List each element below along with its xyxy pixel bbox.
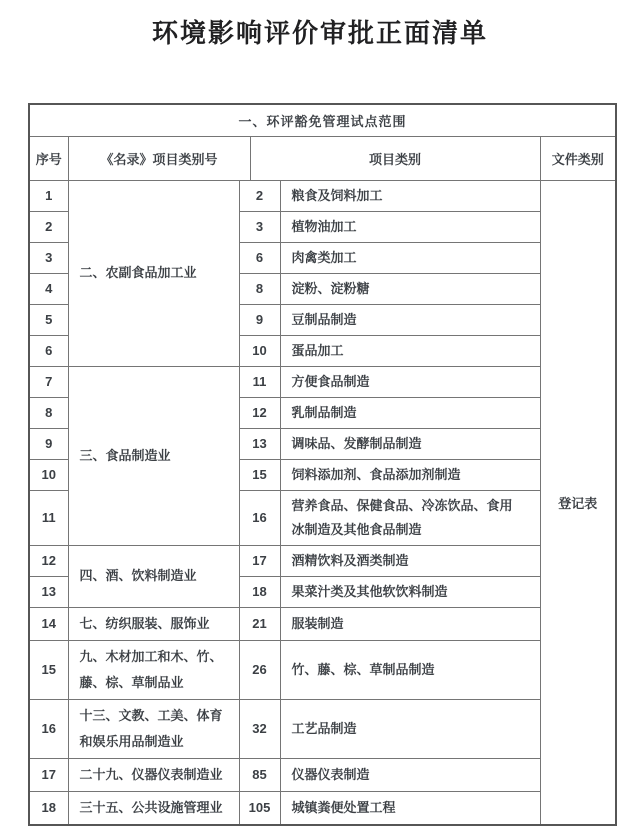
industry-group-cell: 七、纺织服装、服饰业: [68, 607, 239, 640]
category-code-cell: 21: [239, 607, 280, 640]
row-index-cell: 9: [29, 428, 68, 459]
table-row: [29, 180, 616, 211]
table-header-row: [29, 136, 616, 180]
category-code-cell: 9: [239, 304, 280, 335]
table-section-row: [29, 104, 616, 136]
project-category-cell: 方便食品制造: [280, 366, 540, 397]
category-code-cell: 105: [239, 791, 280, 825]
table-row: [29, 791, 616, 825]
table-row: [29, 640, 616, 699]
category-code-cell: 16: [239, 490, 280, 545]
industry-group-cell: 九、木材加工和木、竹、藤、棕、草制品业: [68, 640, 239, 699]
page-title: 环境影响评价审批正面清单: [151, 18, 488, 48]
document-category-cell: 登记表: [540, 180, 616, 825]
col-header-project-category: 项目类别: [250, 136, 540, 180]
row-index-cell: 12: [29, 545, 68, 576]
project-category-cell: 肉禽类加工: [280, 242, 540, 273]
category-code-cell: 17: [239, 545, 280, 576]
project-category-cell: 饲料添加剂、食品添加剂制造: [280, 459, 540, 490]
category-code-cell: 13: [239, 428, 280, 459]
project-category-cell: 城镇粪便处置工程: [280, 791, 540, 825]
col-header-catalog-category: 《名录》项目类别号: [68, 136, 250, 180]
industry-group-cell: 二十九、仪器仪表制造业: [68, 758, 239, 791]
industry-group-cell: 十三、文教、工美、体育和娱乐用品制造业: [68, 699, 239, 758]
row-index-cell: 13: [29, 576, 68, 607]
row-index-cell: 7: [29, 366, 68, 397]
row-index-cell: 17: [29, 758, 68, 791]
table-row: [29, 699, 616, 758]
section-header: 一、环评豁免管理试点范围: [29, 104, 616, 136]
project-category-cell: 酒精饮料及酒类制造: [280, 545, 540, 576]
row-index-cell: 14: [29, 607, 68, 640]
category-code-cell: 32: [239, 699, 280, 758]
project-category-cell: 豆制品制造: [280, 304, 540, 335]
project-category-cell: 乳制品制造: [280, 397, 540, 428]
row-index-cell: 3: [29, 242, 68, 273]
project-category-cell: 工艺品制造: [280, 699, 540, 758]
category-code-cell: 10: [239, 335, 280, 366]
industry-group-cell: 三、食品制造业: [68, 366, 239, 545]
project-category-cell: 植物油加工: [280, 211, 540, 242]
row-index-cell: 11: [29, 490, 68, 545]
project-category-cell: 服装制造: [280, 607, 540, 640]
project-category-cell: 调味品、发酵制品制造: [280, 428, 540, 459]
row-index-cell: 6: [29, 335, 68, 366]
category-code-cell: 18: [239, 576, 280, 607]
project-category-cell: 淀粉、淀粉糖: [280, 273, 540, 304]
category-code-cell: 15: [239, 459, 280, 490]
table-row: [29, 545, 616, 576]
project-category-cell: 营养食品、保健食品、冷冻饮品、食用冰制造及其他食品制造: [280, 490, 540, 545]
row-index-cell: 5: [29, 304, 68, 335]
category-code-cell: 3: [239, 211, 280, 242]
project-category-cell: 竹、藤、棕、草制品制造: [280, 640, 540, 699]
row-index-cell: 15: [29, 640, 68, 699]
table-row: [29, 758, 616, 791]
category-code-cell: 26: [239, 640, 280, 699]
row-index-cell: 10: [29, 459, 68, 490]
category-code-cell: 6: [239, 242, 280, 273]
project-category-cell: 仪器仪表制造: [280, 758, 540, 791]
category-code-cell: 11: [239, 366, 280, 397]
row-index-cell: 4: [29, 273, 68, 304]
row-index-cell: 2: [29, 211, 68, 242]
category-code-cell: 12: [239, 397, 280, 428]
row-index-cell: 1: [29, 180, 68, 211]
category-code-cell: 2: [239, 180, 280, 211]
table-row: [29, 366, 616, 397]
industry-group-cell: 四、酒、饮料制造业: [68, 545, 239, 607]
project-category-cell: 粮食及饲料加工: [280, 180, 540, 211]
project-category-cell: 蛋品加工: [280, 335, 540, 366]
industry-group-cell: 二、农副食品加工业: [68, 180, 239, 366]
row-index-cell: 8: [29, 397, 68, 428]
row-index-cell: 16: [29, 699, 68, 758]
category-code-cell: 85: [239, 758, 280, 791]
row-index-cell: 18: [29, 791, 68, 825]
category-code-cell: 8: [239, 273, 280, 304]
col-header-index: 序号: [29, 136, 68, 180]
approval-table: [28, 103, 617, 826]
project-category-cell: 果菜汁类及其他软饮料制造: [280, 576, 540, 607]
table-body: [29, 180, 616, 825]
table-row: [29, 607, 616, 640]
col-header-document-category: 文件类别: [540, 136, 616, 180]
industry-group-cell: 三十五、公共设施管理业: [68, 791, 239, 825]
